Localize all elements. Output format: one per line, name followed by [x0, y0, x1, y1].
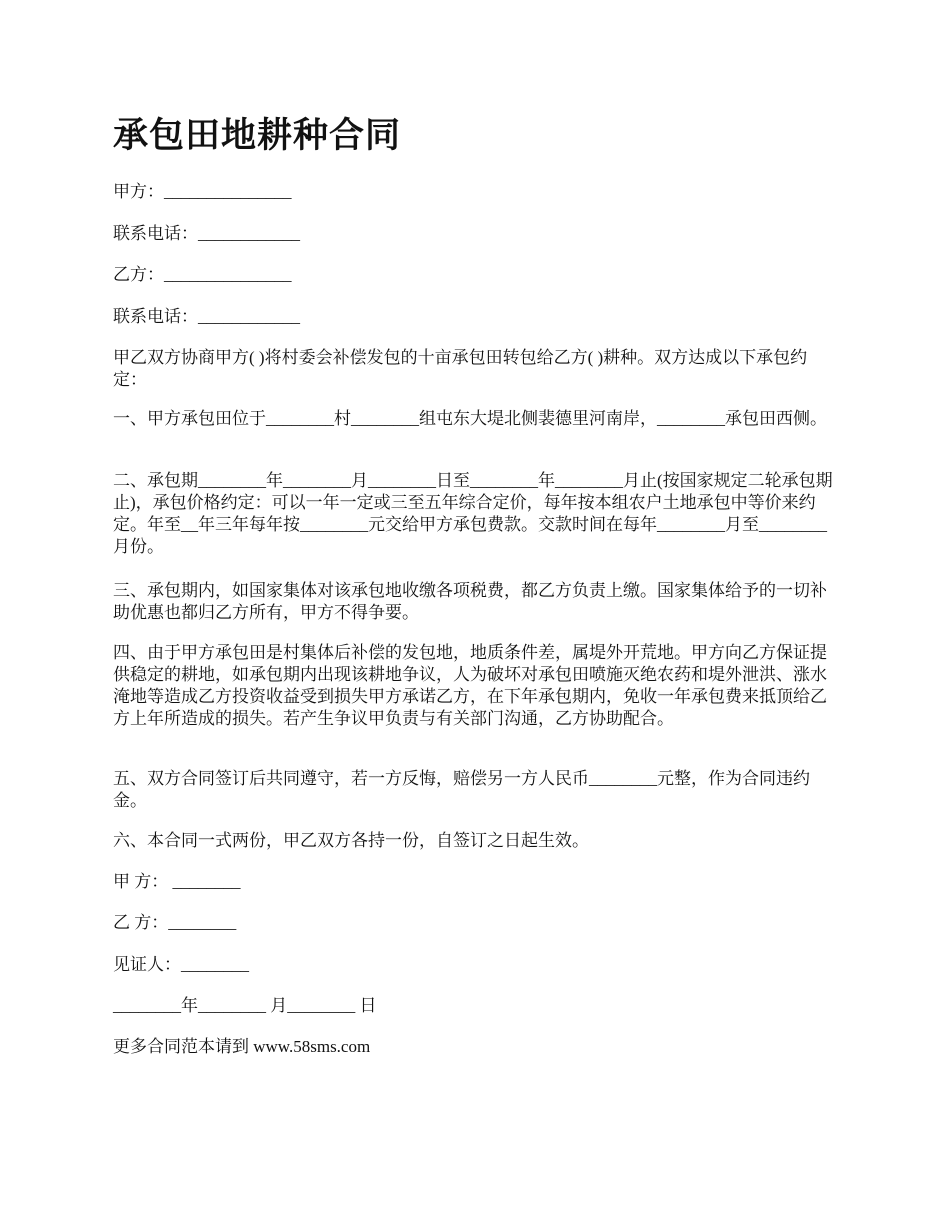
party-b-phone-field: 联系电话：____________: [113, 307, 300, 326]
clause-5: 五、双方合同签订后共同遵守，若一方反悔，赔偿另一方人民币________元整，作为合同违约金。: [113, 769, 810, 810]
signature-date: ________年________ 月________ 日: [113, 996, 377, 1015]
party-a-field: 甲方：_______________: [113, 182, 292, 201]
document-title: 承包田地耕种合同: [113, 116, 402, 156]
clause-2: 二、承包期________年________月________日至________年________月止(按国家规定二轮承包期止)，承包价格约定：可以一年一定或三至五年综合定价，每年按本组农户土地承包中等价来约定。年至__年三年每年按________元交给甲方承包费款。交款时间在每年________月至________月份。: [113, 471, 833, 556]
clause-3: 三、承包期内，如国家集体对该承包地收缴各项税费，都乙方负责上缴。国家集体给予的一切补助优惠也都归乙方所有，甲方不得争要。: [113, 581, 827, 622]
signature-witness: 见证人：________: [113, 955, 249, 974]
signature-party-b: 乙 方：________: [113, 913, 237, 932]
clause-4: 四、由于甲方承包田是村集体后补偿的发包地，地质条件差，属堤外开荒地。甲方向乙方保证提供稳定的耕地，如承包期内出现该耕地争议，人为破坏对承包田喷施灭绝农药和堤外泄洪、涨水淹地等造成乙方投资收益受到损失甲方承诺乙方，在下年承包期内，免收一年承包费来抵顶给乙方上年所造成的损失。若产生争议甲负责与有关部门沟通，乙方协助配合。: [113, 643, 827, 728]
preamble-paragraph: 甲乙双方协商甲方( )将村委会补偿发包的十亩承包田转包给乙方( )耕种。双方达成以下承包约定：: [113, 348, 808, 389]
clause-1: 一、甲方承包田位于________村________组屯东大堤北侧裴德里河南岸，________承包田西侧。: [113, 409, 827, 428]
party-a-phone-field: 联系电话：____________: [113, 224, 300, 243]
party-b-field: 乙方：_______________: [113, 265, 292, 284]
footer-link-text: 更多合同范本请到 www.58sms.com: [113, 1037, 371, 1056]
signature-party-a: 甲 方： ________: [113, 872, 241, 891]
clause-6: 六、本合同一式两份，甲乙双方各持一份，自签订之日起生效。: [113, 831, 589, 850]
